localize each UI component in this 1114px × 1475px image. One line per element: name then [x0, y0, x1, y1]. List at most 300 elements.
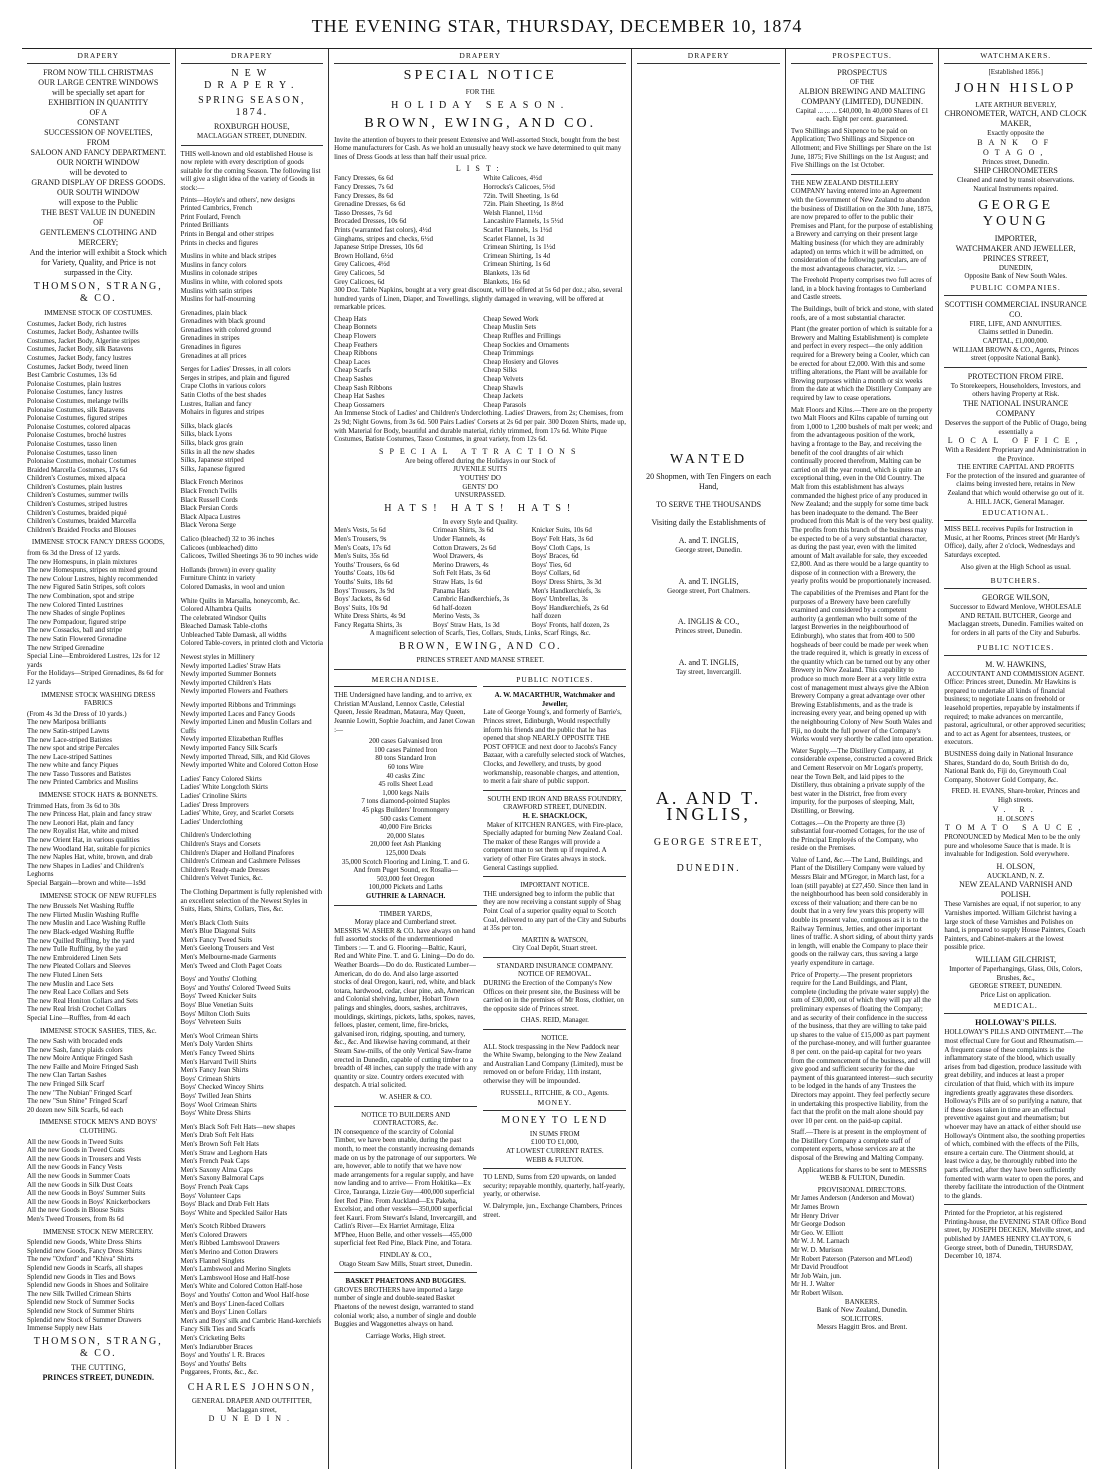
- list-item: Grenadines at all prices: [180, 351, 247, 360]
- list-item: Boys' White and Speckled Sailor Hats: [180, 1208, 288, 1217]
- list-item: The new Homespuns, stripes on mixed ground: [27, 566, 158, 575]
- hawkins-name: M. W. HAWKINS,: [985, 659, 1047, 669]
- list-item: Bleached Damask Table-cloths: [180, 622, 268, 631]
- director-item: Mr Robert Paterson (Paterson and M'Leod): [790, 1254, 913, 1263]
- list-item: Satin Cloths of the best shades: [180, 391, 267, 400]
- footer-address: PRINCES STREET, DUNEDIN.: [42, 1372, 154, 1382]
- clothes-list: [334, 526, 626, 629]
- attraction-line: JUVENILE SUITS: [453, 465, 508, 474]
- scottish-sub: FIRE, LIFE, AND ANNUITIES.: [969, 319, 1062, 328]
- column-2: [176, 49, 330, 1469]
- list-item: Polonaise Costumes, tasso linen: [27, 448, 117, 457]
- findlay-firm: FINDLAY & CO.,: [379, 1251, 432, 1260]
- price-item: Brown Holland, 6½d: [334, 251, 394, 260]
- list-item: Boys' French Peak Caps: [180, 1182, 249, 1191]
- list-item: All the new Goods in Fancy Vests: [27, 1163, 123, 1172]
- landing-item: 40 casks Zinc: [386, 771, 425, 780]
- list-item: Splendid new Goods in Ties and Bows: [27, 1272, 136, 1281]
- list-item: Boys' Checked Wincey Shirts: [180, 1083, 264, 1092]
- list-item: Ladies' Crinoline Skirts: [180, 791, 247, 800]
- list-item: Men's Saxony Balmoral Caps: [180, 1174, 264, 1183]
- price-item: Crimean Shirting, 1s 6d: [483, 260, 551, 269]
- list-item: The new Flirted Muslin Washing Ruffle: [27, 910, 139, 919]
- list-item: Silks, black gros grain: [180, 439, 244, 447]
- list-item: Polonaise Costumes, melange twills: [27, 396, 129, 405]
- list-item: The new Lace-striped Sattines: [27, 752, 112, 761]
- intro-line: OUR LARGE CENTRE WINDOWS: [38, 78, 159, 87]
- house-address: MACLAGGAN STREET, DUNEDIN.: [197, 132, 307, 140]
- for-the: FOR THE: [465, 88, 495, 96]
- spacer: [637, 68, 780, 448]
- intro-line: OUR NORTH WINDOW: [56, 158, 140, 167]
- clothes-item: Boys' Suits, 10s 9d: [334, 603, 388, 612]
- list-item: Boys' and Youths' Cotton and Wool Half-hose: [180, 1291, 309, 1300]
- vr-mark: V. R.: [992, 804, 1039, 814]
- clothes-item: Knicker Suits, 10s 6d: [531, 526, 592, 535]
- list-item: Children's Ready-made Dresses: [180, 865, 270, 874]
- clothes-item: Men's Vests, 5s 6d: [334, 526, 386, 535]
- price-item: Grey Calicoes, 5d: [334, 268, 385, 277]
- cheap-item: Cheap Jackets: [483, 392, 524, 401]
- list-item: The new Tulle Ruffling, by the yard: [27, 945, 128, 954]
- spacer: [637, 595, 780, 617]
- clothes-item: Fancy Regatta Shirts, 3s: [334, 620, 403, 629]
- cheap-item: Cheap Parasols: [483, 400, 527, 409]
- educational-header: EDUCATIONAL.: [944, 506, 1087, 521]
- list-item: Men's Scotch Ribbed Drawers: [180, 1222, 266, 1231]
- intro-line: SALOON AND FANCY DEPARTMENT.: [30, 148, 167, 157]
- list-item: Grenadines with black ground: [180, 317, 266, 326]
- scottish-title: SCOTTISH COMMERCIAL INSURANCE CO.: [944, 299, 1087, 319]
- list-item: Boys' Crimean Shirts: [180, 1074, 241, 1083]
- ship-title: SHIP CHRONOMETERS: [973, 166, 1058, 176]
- price-item: Blankets, 13s 6d: [483, 268, 530, 277]
- prospectus-paragraph: Price of Property.—The present proprietors require for the Land Buildings, and Plant, complete (including the private water supply) the sum of £30,000, out of which they will pay all the preliminary expenses of floating the Company; and as security of their confidence in the success of the business, that they are willing to take paid up shares to the value of £15,000 as part payment of the purchase-money, and will further guarantee 8 per cent. on the paid-up capital for two years from the commencement of the business, and will give good and sufficient security for the due payment of this guaranteed interest—such security to be lodged in the hands of any Trustees the Directors may appoint. They feel perfectly secure in undertaking this prospective liability, from the fact that the profit on the malt alone should pay over 10 per cent. on the paid-up capital.: [790, 970, 933, 1125]
- clothes-list-c: [532, 526, 627, 629]
- shacklock-sub: Maker of KITCHEN RANGES, with Fire-place,: [486, 820, 623, 829]
- cheap-item: Cheap Sashes: [334, 375, 373, 384]
- clothes-list-a: [334, 526, 429, 629]
- firm-name: BROWN, EWING, AND CO.: [364, 115, 597, 131]
- list-item: Men's White and Colored Cotton Half-hose: [180, 1282, 303, 1291]
- list-item: Costumes, Jacket Body, silk Batavens: [27, 345, 134, 354]
- director-item: Mr W. D. Murison: [790, 1246, 843, 1254]
- list-item: Muslins in fancy colors: [180, 260, 247, 269]
- price-item: Scarlet Flannels, 1s 1½d: [483, 225, 552, 234]
- landing-item: 45 rolls Sheet Lead: [378, 780, 433, 789]
- money-title: MONEY TO LEND: [501, 1114, 609, 1126]
- list-item: Polonaise Costumes, broché lustres: [27, 431, 127, 440]
- clothes-item: Crimean Shirts, 3s 6d: [432, 526, 494, 535]
- list-item: (From 4s 3d the Dress of 10 yards.): [27, 709, 127, 718]
- intro-line: FROM: [86, 138, 110, 147]
- list-item: Children's Stays and Corsets: [180, 839, 261, 848]
- director-item: Mr H. J. Walter: [790, 1280, 835, 1289]
- cheap-item: Cheap Silks: [483, 366, 517, 375]
- list-item: Fancy Silk Ties and Scarfs: [180, 1325, 256, 1334]
- list-item: Polonaise Costumes, tasso linen: [27, 439, 117, 448]
- prospectus-company: ALBION BREWING AND MALTING COMPANY (LIMITED), DUNEDIN.: [798, 86, 926, 106]
- price-item: Crimean Shirting, 1s 4d: [483, 251, 551, 260]
- list-item: All the new Goods in Trousers and Vests: [27, 1154, 142, 1163]
- inglis-firm-4: A. and T. INGLIS,: [678, 657, 739, 667]
- list-item: Men's French Peak Caps: [180, 1157, 250, 1166]
- list-item: All the new Goods in Blouse Suits: [27, 1206, 124, 1215]
- scottish-capital: CAPITAL, £1,000,000.: [982, 336, 1049, 345]
- olson-name: H. OLSON'S: [997, 814, 1035, 823]
- scarfs-line: A magnificent selection of Scarfs, Ties, Collars, Studs, Links, Scarf Rings, &c.: [369, 629, 591, 638]
- goods-group: [181, 975, 324, 1027]
- spacer: [637, 555, 780, 577]
- column-6: [939, 49, 1092, 1469]
- basket-title: BASKET PHAETONS AND BUGGIES.: [345, 1277, 466, 1286]
- spacer: [637, 510, 780, 518]
- goods-group: [181, 1123, 324, 1218]
- inglis-address-1: George street, Dunedin.: [675, 546, 742, 554]
- list-item: The Clothing Department is fully replenished with an excellent selection of the Newest Styles in Suits, Hats, Shirts, Collars, Ties, &c.: [180, 887, 323, 914]
- intro-line: GRAND DISPLAY OF DRESS GOODS.: [31, 178, 166, 187]
- list-item: Boys' and Youths' Belts: [180, 1359, 247, 1368]
- intro-line: OF A: [89, 108, 108, 117]
- list-item: All the new Goods in Boys' Knickerbockers: [27, 1197, 151, 1206]
- list-item: Men's Doly Varden Shirts: [180, 1040, 253, 1049]
- cheap-item: Cheap Hat Sashes: [334, 392, 385, 401]
- clothes-item: Straw Hats, 1s 6d: [432, 577, 483, 586]
- public-notices-section: [483, 674, 626, 1341]
- cheap-item: Cheap Bonnets: [334, 323, 377, 332]
- house-name: ROXBURGH HOUSE,: [214, 122, 290, 131]
- clothes-item: Cambric Handkerchiefs, 3s: [432, 595, 510, 604]
- list-item: Costumes, Jacket Body, rich lustres: [27, 319, 127, 328]
- clothes-item: Wool Drawers, 4s: [432, 552, 484, 561]
- cheap-item: Cheap Hats: [334, 314, 367, 323]
- list-item: Children's Velvet Tunics, &c.: [180, 874, 263, 883]
- clothes-item: Merino Vests, 3s: [432, 612, 480, 621]
- hislop-name: JOHN HISLOP: [955, 80, 1077, 96]
- column-5: [786, 49, 940, 1469]
- solicitors: Messrs Haggitt Bros. and Brent.: [817, 1323, 908, 1332]
- cheap-item: Cheap Trimmings: [483, 349, 534, 358]
- landing-item: 200 cases Galvanised Iron: [368, 737, 443, 746]
- list-item: Men's Fancy Tweed Shirts: [180, 1049, 255, 1057]
- national-title: THE NATIONAL INSURANCE COMPANY: [962, 398, 1069, 418]
- list-item: 20 dozen new Silk Scarfs, 6d each: [27, 1105, 124, 1114]
- list-item: All the new Goods in Tweed Suits: [27, 1137, 123, 1146]
- advert-intro: [27, 68, 170, 278]
- landing-item: 20,000 Slates: [386, 831, 425, 840]
- list-item: Polonaise Costumes, fancy lustres: [27, 388, 123, 397]
- list-item: Men's Harvard Twill Shirts: [180, 1057, 257, 1066]
- list-item: Muslins in white, with colored spots: [180, 277, 283, 286]
- protection-title: PROTECTION FROM FIRE.: [967, 371, 1064, 381]
- public-companies-header: PUBLIC COMPANIES.: [944, 281, 1087, 296]
- olson-city: AUCKLAND, N. Z.: [987, 871, 1045, 880]
- director-item: Mr W. J. M. Larnach: [790, 1237, 850, 1246]
- director-item: Mr Robert Wilson.: [790, 1288, 844, 1297]
- list-item: The new Figured Satin Stripes, soft colors: [27, 583, 146, 592]
- bankers-header: BANKERS.: [844, 1297, 880, 1306]
- goods-list: [181, 196, 324, 1377]
- holloway-body: HOLLOWAY'S PILLS AND OINTMENT.—The most effectual Cure for Gout and Rheumatism.—A frequent cause of these complaints is the inflammatory state of the blood, which usually arises from bad digestion, produce lassitude with great debility, and induces at least a proper circulation of that fluid, which with its impure ingredients greatly aggravates these disorders. Holloway's Pills are of so purifying a nature, that if these doses taken in time are an effectual preventive against gout and rheumatism; but whoever may have an attack of either should use Holloway's Ointment also, the soothing properties of which, combined with the effects of the Pills, ensure a certain cure. The Ointment should, at least twice a day, be thoroughly rubbed into the parts affected, after they have been sufficiently fomented with warm water to open the pores, and thereby facilitate the introduction of the Ointment to the glands.: [944, 1028, 1085, 1200]
- list-item: Newly imported Laces and Fancy Goods: [180, 709, 296, 718]
- serve-line: TO SERVE THE THOUSANDS: [656, 500, 762, 509]
- divider: [483, 876, 626, 877]
- tomato-body: PRONOUNCED by Medical Men to be the only pure and wholesome Sauce that is made. It is invaluable for Indigestion. Sold everywhere.: [944, 833, 1081, 859]
- list-item: Newly imported Elizabethan Ruffles: [180, 735, 284, 744]
- list-item: All the new Goods in Silk Dust Coats: [27, 1180, 133, 1189]
- clothes-item: Boys' Dress Shirts, 3s 3d: [531, 577, 602, 586]
- public-notices-header: PUBLIC NOTICES.: [483, 674, 626, 688]
- landing-item: 100,000 Pickets and Laths: [368, 883, 443, 892]
- list-item: The new "The Nubian" Fringed Scarf: [27, 1088, 133, 1097]
- imprint: Printed for the Proprietor, at his registered Printing-house, the EVENING STAR Office Bond street, by JOSEPH DECKEN, Melville street, and published by JAMES HENRY CLAYTON, 6 George street, both of Dunedin, THURSDAY, December 10, 1874.: [944, 1209, 1087, 1261]
- goods-group: [181, 535, 324, 561]
- cheap-item: Cheap Scarfs: [334, 366, 372, 375]
- list-item: from 6s 3d the Dress of 12 yards.: [27, 549, 121, 558]
- list-item: Newest styles in Millinery: [180, 653, 255, 662]
- young-street: PRINCES STREET,: [982, 253, 1049, 263]
- list-item: Boys' Blue Venetian Suits: [180, 1001, 254, 1010]
- list-item: Newly imported Summer Bonnets: [180, 670, 277, 679]
- tomato-title: TOMATO SAUCE,: [945, 823, 1087, 833]
- list-item: Men's Fancy Jean Shirts: [180, 1066, 249, 1075]
- clothes-item: Boys' Jackets, 8s 6d: [334, 595, 391, 604]
- list-item: Children's Costumes, braided Marcella: [27, 517, 136, 526]
- guthrie-firm: GUTHRIE & LARNACH.: [365, 891, 446, 900]
- footer-address: Maclaggan street,: [226, 1405, 277, 1414]
- varnish-body: These Varnishes are equal, if not superior, to any Varnishes imported. William Gilchrist having a large stock of these Varnishes and Polishes on hand, is prepared to supply House Painters, Coach Painters, and Cabinet-makers at the lowest possible price.: [944, 900, 1086, 952]
- lower-split: [334, 674, 626, 1341]
- list-item: Muslins in white and black stripes: [180, 252, 277, 261]
- list-item: Men's Lambswool Hose and Half-hose: [180, 1273, 290, 1282]
- column-header: DRAPERY: [27, 49, 170, 64]
- list-item: The new Colour Lustres, highly recommended: [27, 574, 158, 583]
- asher-sign: W. ASHER & CO.: [379, 1092, 432, 1101]
- divider: [483, 1168, 626, 1169]
- list-item: The new Real Irish Crochet Collars: [27, 1005, 127, 1014]
- column-4: [632, 49, 786, 1469]
- list-item: Men's Cricketing Belts: [180, 1334, 245, 1342]
- prospectus-paragraph: Plant (the greater portion of which is suitable for a Brewery and Malting Establishment) is complete and perfect in every respect—the only addition required for a Brewery being a Cooler, which can be erected for about £2,000. With this and some trifling alterations, the Plant will be available for Brewing purposes within a month or six weeks from the date at which the Distillery Company are required by law to cease operations.: [790, 325, 933, 402]
- inglis-address-4: Tay street, Invercargill.: [676, 667, 742, 676]
- martin-firm: MARTIN & WATSON,: [521, 935, 588, 944]
- cheap-item: Cheap Laces: [334, 357, 371, 366]
- list-item: Men's Straw and Leghorn Hats: [180, 1148, 268, 1157]
- list-item: All the new Goods in Boys' Summer Suits: [27, 1189, 146, 1198]
- divider: [334, 669, 626, 670]
- clothes-item: Men's Handkerchiefs, 3s: [531, 586, 601, 595]
- list-item: The new Mariposa brilliants: [27, 718, 107, 727]
- list-item: The new Colored Tinted Lustrines: [27, 600, 124, 609]
- list-item: Men's Black Soft Felt Hats—new shapes: [180, 1122, 296, 1131]
- hislop-late: LATE ARTHUR BEVERLY,: [975, 100, 1057, 109]
- list-item: Lustres, Italian and fancy: [180, 399, 252, 408]
- clothes-item: Boys' Felt Hats, 3s 6d: [531, 534, 593, 543]
- list-item: Unbleached Table Damask, all widths: [180, 630, 287, 639]
- list-item: Costumes, Jacket Body, fancy lustres: [27, 353, 132, 362]
- divider: [791, 174, 934, 175]
- landing-item: 500 casks Cement: [380, 814, 432, 823]
- section-title: IMMENSE STOCK HATS & BONNETS.: [38, 791, 158, 800]
- list-item: Hollands (brown) in every quality: [180, 565, 276, 574]
- spacer: [637, 676, 780, 786]
- goods-group: [181, 701, 324, 770]
- intro-line: MERCERY;: [78, 238, 119, 247]
- masthead: THE EVENING STAR, THURSDAY, DECEMBER 10, 1874: [22, 16, 1092, 49]
- scottish-agents: WILLIAM BROWN & CO., Agents, Princes street (opposite National Bank).: [952, 345, 1079, 363]
- list-item: Colored Damasks, in wool and union: [180, 582, 285, 591]
- list-item: Costumes, Jacket Body, Ashantee twills: [27, 328, 139, 337]
- list-item: Printed Cambrics, French: [180, 204, 253, 213]
- cheap-item: Cheap Hosiery and Gloves: [483, 357, 559, 366]
- prospectus-title: PROSPECTUS: [837, 68, 888, 77]
- caution-body: ALL Stock trespassing in the New Paddock near the White Swamp, belonging to the New Zealand and Australian Land Company (Limited), must be removed on or before Friday, 11th instant, otherwise they will be impounded.: [483, 1042, 623, 1085]
- intro-line: OUR SOUTH WINDOW: [57, 188, 140, 197]
- list-item: All the new Goods in Tweed Coats: [27, 1146, 125, 1155]
- price-item: Blankets, 16s 6d: [483, 277, 530, 286]
- price-item: White Calicoes, 4½d: [483, 174, 542, 183]
- list-item: The new Printed Cambrics and Muslins: [27, 778, 139, 787]
- list-item: Men's Indiarubber Braces: [180, 1342, 253, 1351]
- butchers-header: BUTCHERS.: [944, 574, 1087, 589]
- builders-body: IN consequence of the scarcity of Colonial Timber, we have been unable, during the past month, to meet the constantly increasing demands made on us by the patronage of our supporters. We are, however, able to notify that we have now made arrangements for a regular supply, and have now landing and to arrive— From Hokitika—Ex Circe, Tauranga, Lizzie Guy—400,000 superficial feet Red Pine. From Auckland—Ex Pakeha, Excelsior, and other vessels—350,000 superficial feet Kauri. From Stewart's Island, Invercargill, and Catlin's River—Ex Harriet Armitage, Eliza M'Phee, Huon Belle, and other vessels—455,000 superficial feet Red Pine, Black Pine, and Totara.: [334, 1127, 477, 1248]
- list-item: Colored Alhambra Quilts: [180, 605, 252, 614]
- list-item: The new Moire Antique Fringed Sash: [27, 1054, 133, 1063]
- list-item: White Quilts in Marsalla, honeycomb, &c.: [180, 596, 300, 605]
- intro-line: will expose to the Public: [58, 198, 138, 207]
- list-item: Men's Colored Drawers: [180, 1230, 248, 1239]
- price-item: Ginghams, stripes and checks, 6½d: [334, 234, 434, 243]
- hats-title: HATS! HATS! HATS!: [384, 502, 577, 514]
- important-title: IMPORTANT NOTICE.: [520, 881, 590, 890]
- capital-body: For the protection of the insured and guarantee of claims being invested here, retains in New Zealand that which would otherwise go out of it.: [946, 471, 1086, 498]
- landing-item: 503,000 feet Oregon: [376, 874, 435, 883]
- napkins-notice: 300 Doz. Table Napkins, bought at a very great discount, will be offered at 5s 6d per doz.; also, several hundred yards of Linen, Diaper, and Towellings, slightly damaged in weaving, will be offered at remarkable prices.: [334, 286, 623, 312]
- list-item: The new Brussels Net Washing Ruffle: [27, 902, 135, 911]
- merchandise-section: [334, 674, 477, 1341]
- footer-city: DUNEDIN.: [208, 1414, 296, 1424]
- visiting-line: Visiting daily the Establishments of: [651, 518, 766, 527]
- landing-items: [334, 737, 477, 892]
- price-item: Welsh Flannel, 11½d: [483, 208, 543, 217]
- basket-address: Carriage Works, High street.: [365, 1331, 446, 1340]
- list-item: Men's Fancy Tweed Suits: [180, 935, 253, 944]
- clothes-item: Men's Coats, 17s 6d: [334, 543, 391, 552]
- price-item: Scarlet Flannel, 1s 3d: [483, 234, 544, 243]
- hilljack-sign: A. HILL JACK, General Manager.: [967, 497, 1065, 506]
- local-office: LOCAL OFFICE,: [947, 436, 1084, 446]
- clothes-item: Boys' Umbrellas, 3s: [531, 595, 588, 604]
- director-item: Mr George Dodson: [790, 1220, 846, 1229]
- lend-sign: W. Dalrymple, jun., Exchange Chambers, Princes street.: [483, 1201, 623, 1219]
- cheap-list: [334, 315, 626, 410]
- list-item: Newly imported Fancy Silk Scarfs: [180, 744, 278, 752]
- money-header: MONEY.: [483, 1097, 626, 1111]
- money-sums: IN SUMS FROM: [529, 1129, 580, 1138]
- gilchrist-name: WILLIAM GILCHRIST,: [975, 955, 1057, 965]
- list-item: Best Cambric Costumes, 13s 6d: [27, 371, 117, 380]
- list-item: All the new Goods in Summer Coats: [27, 1172, 131, 1180]
- removal-title: NOTICE OF REMOVAL.: [517, 970, 592, 979]
- list-item: The new Combination, spot and stripe: [27, 592, 134, 600]
- attractions-lines: [334, 465, 626, 499]
- list-item: Muslins with satin stripes: [180, 286, 253, 295]
- list-item: The new Real Honiton Collars and Sets: [27, 996, 138, 1005]
- list-item: The new Pleated Collars and Sleeves: [27, 962, 131, 971]
- hats-sub: In every Style and Quality.: [442, 517, 518, 526]
- list-item: Newly imported White and Colored Cotton Hose: [180, 761, 319, 770]
- list-item: Print Foulard, French: [180, 212, 241, 221]
- column-3: [329, 49, 632, 1469]
- merchandise-header: MERCHANDISE.: [334, 674, 477, 688]
- hislop-trade: CHRONOMETER, WATCH, AND CLOCK MAKER,: [944, 109, 1087, 129]
- price-item: Fancy Dresses, 6s 6d: [334, 174, 394, 183]
- list-item: The new Shades of single Poplines: [27, 609, 125, 618]
- list-item: Serges for Ladies' Dresses, in all colors: [180, 365, 291, 374]
- list-item: Printed Brilliants: [180, 221, 229, 230]
- solicitors-header: SOLICITORS.: [841, 1314, 884, 1323]
- list-item: The new Quilled Ruffling, by the yard: [27, 936, 135, 945]
- timber-title: TIMBER YARDS,: [379, 909, 432, 918]
- list-item: Polonaise Costumes, mohair Costumes: [27, 457, 137, 466]
- price-list-right: [483, 174, 626, 286]
- list-item: Children's Costumes, summer twills: [27, 491, 129, 500]
- list-item: Men's Black Cloth Suits: [180, 918, 249, 927]
- goods-group: [181, 252, 324, 304]
- landing-item: 7 tons diamond-pointed Staples: [361, 797, 450, 806]
- young-trade-2: WATCHMAKER AND JEWELLER,: [955, 243, 1076, 253]
- prospectus-paragraph: Cottages.—On the Property are three (3) substantial four-roomed Cottages, for the use of the Principal Employés of the Company, who reside on the Premises.: [790, 818, 925, 853]
- list-item: The new spot and stripe Percales: [27, 744, 119, 753]
- intro-line: And the interior will exhibit a Stock which for Variety, Quality, and Price is not surpassed in the City.: [29, 248, 167, 277]
- list-item: The new Faille and Moire Fringed Sash: [27, 1062, 139, 1071]
- list-item: Newly imported Ladies' Straw Hats: [180, 661, 281, 670]
- goods-group: [181, 775, 324, 827]
- list-item: Polonaise Costumes, colored alpacas: [27, 422, 131, 431]
- list-item: The new "Sun Shine" Fringed Scarf: [27, 1097, 128, 1106]
- intro-line: will be specially set apart for: [51, 88, 145, 97]
- advert-intro: THIS well-known and old established House is now replete with every description of goods suitable for the coming Season. The following list will give a slight idea of the variety of Goods in stock:—: [180, 149, 321, 192]
- cheap-list-right: [483, 315, 626, 410]
- public-notices-header: PUBLIC NOTICES.: [944, 641, 1087, 656]
- established: [Established 1856.]: [988, 68, 1043, 76]
- list-item: The new Muslin and Lace Sets: [27, 979, 114, 988]
- business-body: BUSINESS doing daily in National Insurance Shares, Standard do do, South British do do, National Bank do, Fiji do, Greymouth Coal Company, Shotover Gold Company, &c.: [944, 749, 1073, 784]
- webb-sign: WEBB & FULTON.: [525, 1155, 584, 1164]
- list-item: The new Leonori Hat, plain and fancy: [27, 818, 134, 827]
- list-item: The new Woodland Hat, suitable for picnics: [27, 844, 151, 853]
- cheap-item: Cheap Muslin Sets: [483, 323, 537, 332]
- goods-group: [181, 597, 324, 649]
- clothes-item: Merino Drawers, 4s: [432, 560, 489, 569]
- wanted-title: WANTED: [670, 452, 748, 467]
- young-name: GEORGE YOUNG: [978, 197, 1054, 229]
- medical-header: MEDICAL.: [944, 999, 1087, 1014]
- inglis-address-2: George street, Port Chalmers.: [667, 586, 751, 595]
- list-item: Men's and Boys' Linen Collars: [180, 1308, 267, 1317]
- list-item: The new Black-edged Washing Ruffle: [27, 927, 134, 936]
- list-item: Polonaise Costumes, plain lustres: [27, 379, 122, 388]
- landing-item: 40,000 Fire Bricks: [379, 823, 432, 832]
- shacklock-body: Specially adapted for burning New Zealand Coal. The maker of these Ranges will provide a competent man to set them up if required. A variety of other Fire Grates always in stock. General Castings supplied.: [483, 829, 623, 872]
- list-item: Children's Braided Frocks and Blouses: [27, 525, 136, 534]
- list-item: Children's Costumes, striped lustres: [27, 500, 128, 509]
- list-item: Silks, Japanese figured: [180, 464, 245, 473]
- list-item: Special Line—Ruffles, from 4d each: [27, 1013, 131, 1022]
- local-body: With a Resident Proprietary and Administration in the Province.: [945, 446, 1087, 463]
- cheap-item: Cheap Flowers: [334, 332, 377, 341]
- goods-group: [181, 831, 324, 883]
